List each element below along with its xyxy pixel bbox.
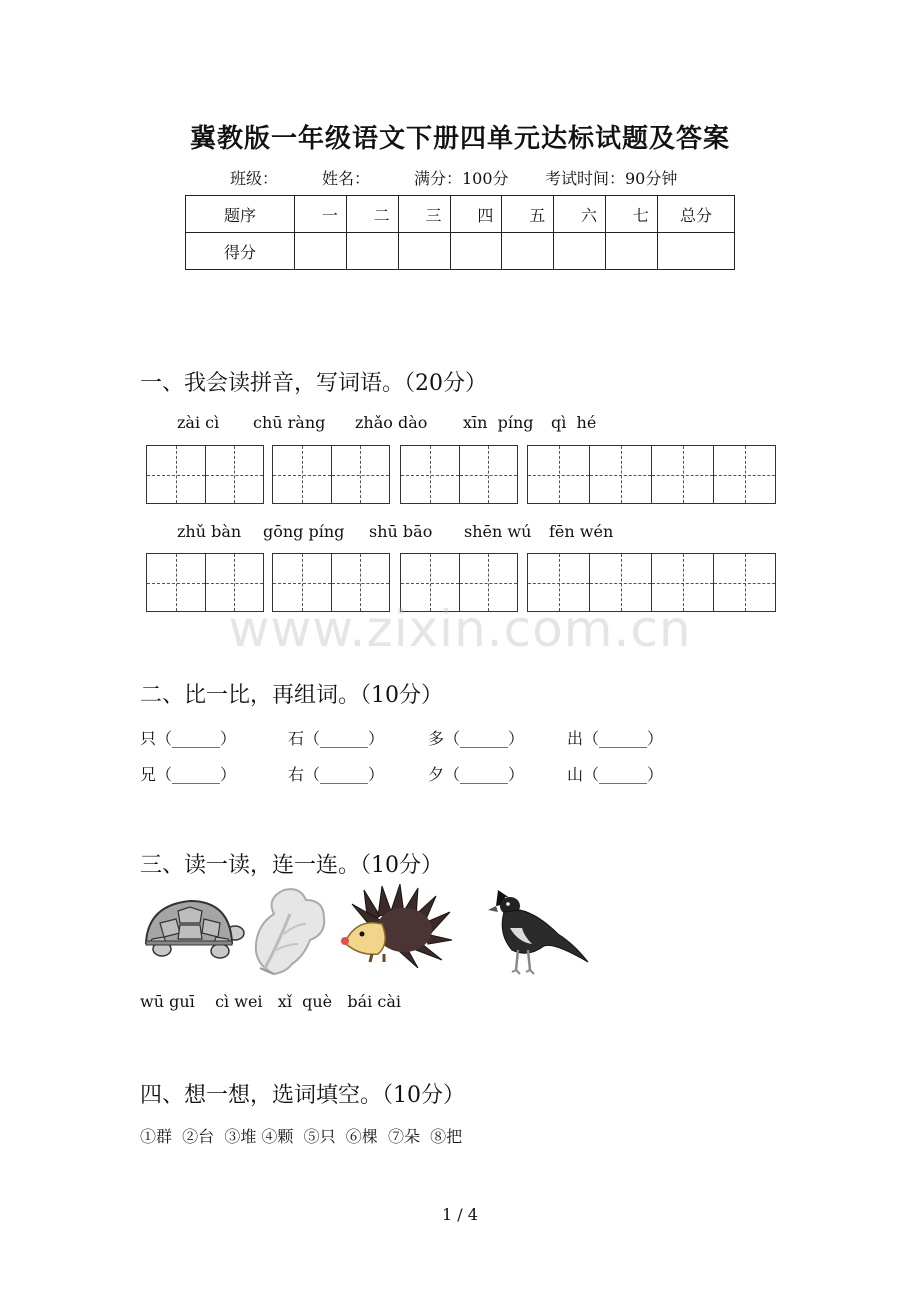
pinyin-label: zhǔ bàn — [177, 522, 242, 541]
table-cell: 一 — [295, 196, 347, 233]
table-cell: 五 — [502, 196, 554, 233]
table-cell: 七 — [606, 196, 658, 233]
section-3-heading: 三、读一读，连一连。（10分） — [140, 853, 443, 878]
pinyin-label: chū ràng — [253, 413, 326, 432]
pinyin-label: qì hé — [551, 413, 597, 432]
compare-item: 出（______） — [567, 729, 664, 748]
section-4-heading: 四、想一想，选词填空。（10分） — [140, 1083, 465, 1108]
table-cell: 三 — [398, 196, 450, 233]
full-score-label: 满分：100分 — [414, 169, 509, 188]
table-row — [186, 233, 735, 270]
table-cell: 四 — [450, 196, 502, 233]
score-input-cell[interactable] — [346, 233, 398, 270]
score-table — [185, 195, 735, 270]
writing-grid[interactable] — [146, 445, 264, 504]
score-input-cell[interactable] — [606, 233, 658, 270]
writing-grid[interactable] — [527, 445, 776, 504]
writing-grid[interactable] — [400, 445, 518, 504]
pinyin-label: zhǎo dào — [355, 413, 428, 432]
table-cell: 总分 — [657, 196, 734, 233]
cabbage-icon — [244, 884, 328, 978]
pinyin-label: zài cì — [177, 413, 220, 432]
score-input-cell[interactable] — [295, 233, 347, 270]
score-input-cell[interactable] — [657, 233, 734, 270]
name-label: 姓名： — [322, 169, 371, 188]
compare-item: 多（______） — [428, 729, 525, 748]
compare-item: 兄（______） — [140, 765, 237, 784]
table-cell: 二 — [346, 196, 398, 233]
class-label: 班级： — [230, 169, 279, 188]
page-title: 冀教版一年级语文下册四单元达标试题及答案 — [189, 124, 730, 154]
watermark: www.zixin.com.cn — [228, 600, 692, 658]
compare-item: 夕（______） — [428, 765, 525, 784]
section-1-heading: 一、我会读拼音，写词语。（20分） — [140, 371, 487, 396]
pinyin-label: gōng píng — [263, 522, 345, 541]
turtle-icon — [140, 893, 246, 963]
score-input-cell[interactable] — [450, 233, 502, 270]
score-input-cell[interactable] — [398, 233, 450, 270]
table-row — [186, 196, 735, 233]
table-cell: 题序 — [186, 196, 295, 233]
table-cell: 六 — [554, 196, 606, 233]
pinyin-label: shēn wú — [464, 522, 532, 541]
compare-item: 石（______） — [288, 729, 385, 748]
pinyin-label: fēn wén — [549, 522, 614, 541]
compare-item: 右（______） — [288, 765, 385, 784]
compare-item: 只（______） — [140, 729, 237, 748]
animal-pinyin-row: wū guī cì wei xǐ què bái cài — [140, 992, 401, 1011]
compare-item: 山（______） — [567, 765, 664, 784]
magpie-icon — [488, 884, 592, 978]
score-input-cell[interactable] — [502, 233, 554, 270]
pinyin-label: shū bāo — [369, 522, 433, 541]
table-cell: 得分 — [186, 233, 295, 270]
pinyin-label: xīn píng — [463, 413, 534, 432]
hedgehog-icon — [338, 884, 454, 968]
section-2-heading: 二、比一比，再组词。（10分） — [140, 683, 443, 708]
score-input-cell[interactable] — [554, 233, 606, 270]
page-number: 1 / 4 — [442, 1205, 478, 1224]
exam-time-label: 考试时间：90分钟 — [545, 169, 678, 188]
writing-grid[interactable] — [272, 445, 390, 504]
measure-word-options: ①群 ②台 ③堆 ④颗 ⑤只 ⑥棵 ⑦朵 ⑧把 — [140, 1127, 463, 1146]
